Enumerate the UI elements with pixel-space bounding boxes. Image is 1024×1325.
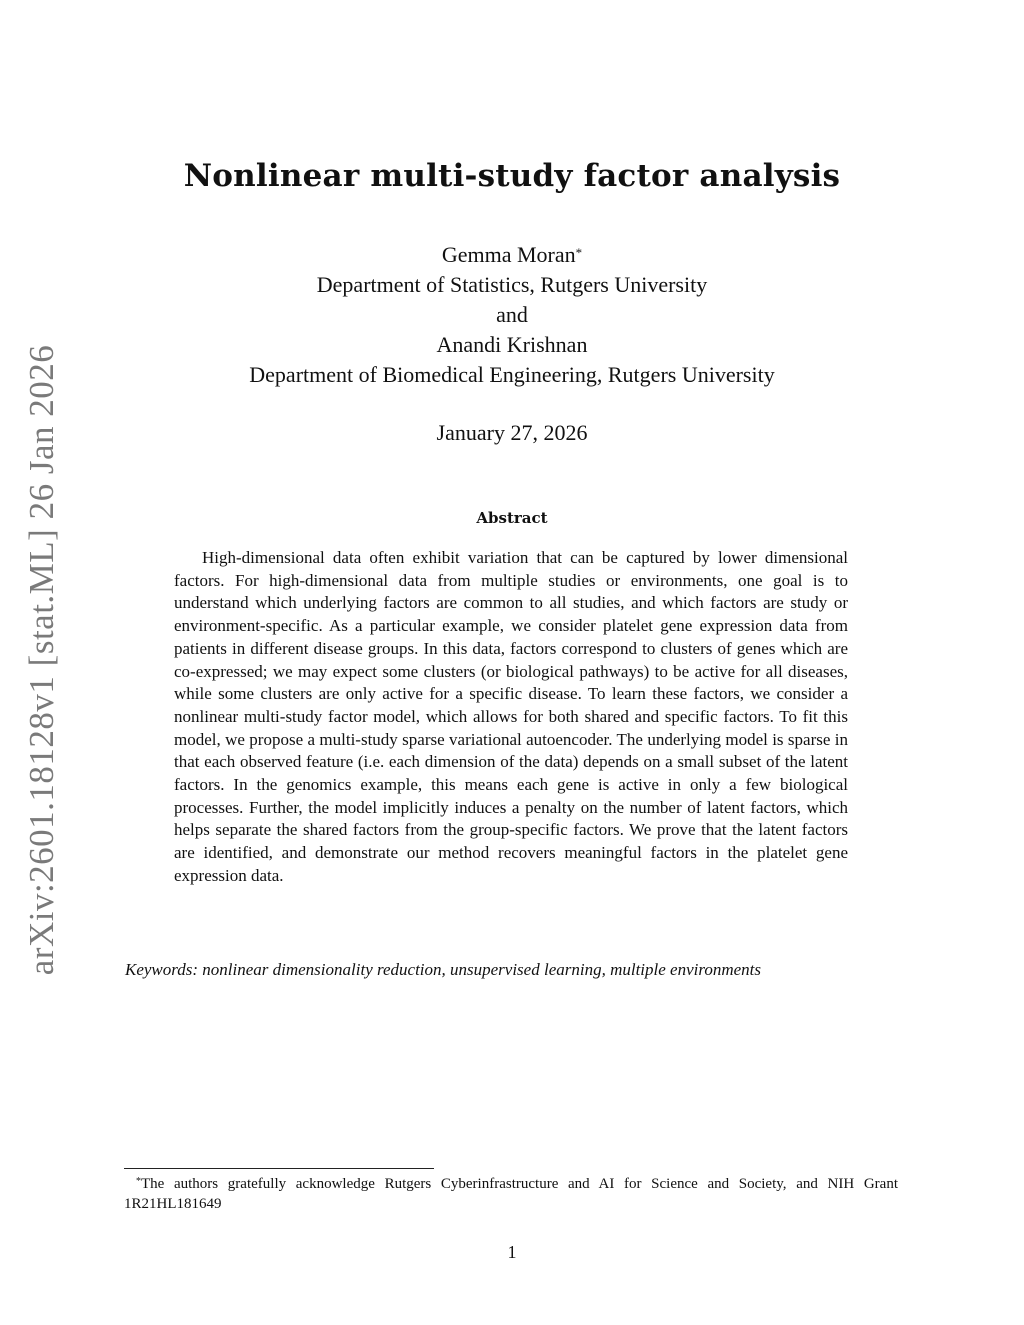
author-1 <box>0 240 1024 270</box>
footnote-divider <box>124 1168 434 1169</box>
author-2-affiliation: Department of Biomedical Engineering, Rutgers University <box>249 362 775 387</box>
author-1-name: Gemma Moran <box>441 242 576 267</box>
footnote-mark: * <box>136 1176 141 1187</box>
footnote <box>124 1174 898 1214</box>
footnote-text: The authors gratefully acknowledge Rutgers Cyberinfrastructure and AI for Science and Society, and NIH Grant 1R21HL181649 <box>124 1176 898 1212</box>
paper-title: Nonlinear multi-study factor analysis <box>183 158 841 194</box>
author-1-footnote-mark: * <box>575 245 583 260</box>
author-1-affiliation: Department of Statistics, Rutgers University <box>316 272 708 297</box>
abstract-body: High-dimensional data often exhibit variation that can be captured by lower dimensional factors. For high-dimensional data from multiple studies or environments, one goal is to understand which underlying factors are common to all studies, and which factors are study or environment-specific. As a particular example, we consider platelet gene expression data from patients in different disease groups. In this data, factors correspond to clusters of genes which are co-expressed; we may expect some clusters (or biological pathways) to be active for all diseases, while some clusters are only active for a specific disease. To learn these factors, we consider a nonlinear multi-study factor model, which allows for both shared and specific factors. To fit this model, we propose a multi-study sparse variational autoencoder. The underlying model is sparse in that each observed feature (i.e. each dimension of the data) depends on a small subset of the latent factors. In the genomics example, this means each gene is active in only a few biological processes. Further, the model implicitly induces a penalty on the number of latent factors, which helps separate the shared factors from the group-specific factors. We prove that the latent factors are identified, and demonstrate our method recovers meaningful factors in the platelet gene expression data. <box>174 548 848 885</box>
author-2-name: Anandi Krishnan <box>436 332 588 357</box>
arxiv-identifier-stamp: arXiv:2601.18128v1 [stat.ML] 26 Jan 2026 <box>22 344 61 976</box>
author-block <box>0 240 1024 390</box>
page-number: 1 <box>507 1242 517 1262</box>
paper-date: January 27, 2026 <box>436 420 588 445</box>
abstract-heading: Abstract <box>476 509 548 527</box>
keywords: Keywords: nonlinear dimensionality reduction, unsupervised learning, multiple environments <box>125 960 761 979</box>
author-conjunction: and <box>496 302 528 327</box>
